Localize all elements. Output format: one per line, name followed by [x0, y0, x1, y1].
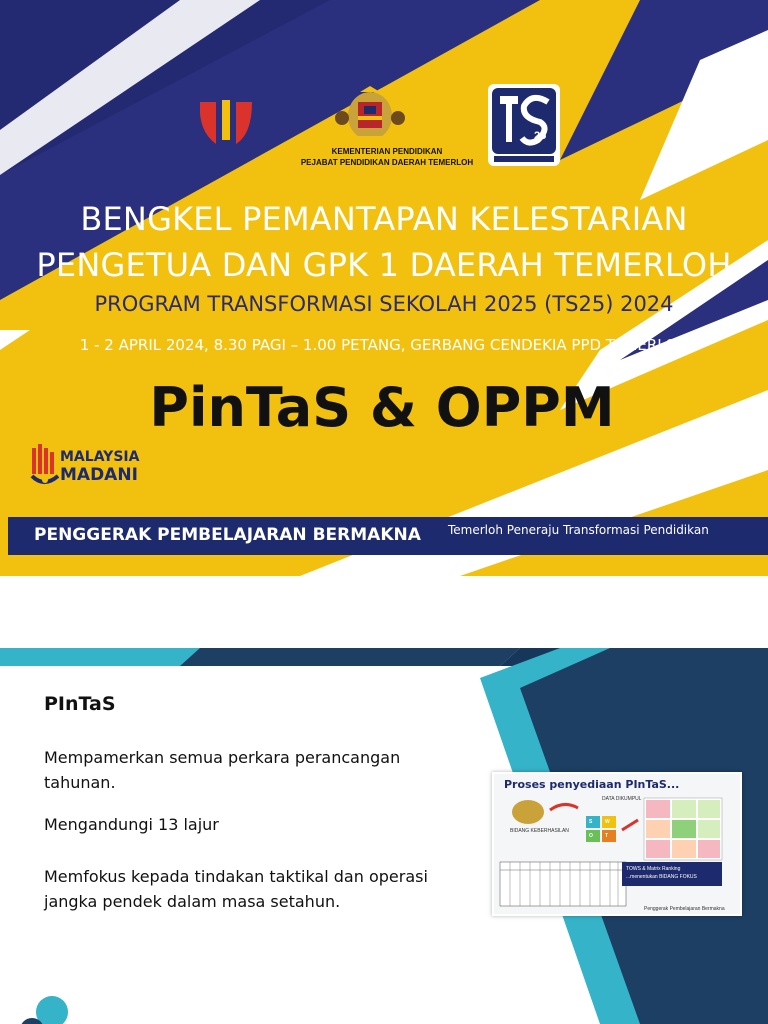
program-subtitle: PROGRAM TRANSFORMASI SEKOLAH 2025 (TS25) 2024 [94, 292, 674, 316]
madani-line-1: MALAYSIA [60, 449, 140, 465]
footer-banner [8, 517, 768, 555]
process-diagram [494, 790, 740, 914]
ts25-logo-icon [488, 84, 560, 166]
coat-of-arms-icon [334, 86, 406, 144]
madani-line-2: MADANI [60, 465, 138, 485]
thumbnail-title: Proses penyediaan PInTaS... [504, 778, 680, 791]
malaysia-madani-logo [30, 442, 160, 488]
ts-crest-logo [192, 84, 258, 162]
ts25-badge-number: 25 [534, 130, 547, 142]
bullet-2: Mengandungi 13 lajur [44, 815, 219, 834]
banner-tagline: PENGGERAK PEMBELAJARAN BERMAKNA [34, 525, 421, 545]
pintas-process-thumbnail [492, 772, 742, 916]
main-title: PinTaS & OPPM [149, 376, 615, 439]
district-office-name: PEJABAT PENDIDIKAN DAERAH TEMERLOH [300, 158, 474, 167]
madani-emblem-icon [30, 442, 60, 488]
thumb-label-bidang: BIDANG KEBERHASILAN [510, 828, 569, 834]
bullet-3: Memfokus kepada tindakan taktikal dan operasi jangka pendek dalam masa setahun. [44, 867, 428, 911]
thumb-tows-line-1: TOWS & Matrix Ranking [626, 866, 681, 872]
thumb-label-data: DATA DIKUMPUL [602, 796, 642, 802]
pintas-slide [0, 648, 768, 1024]
date-venue-line: 1 - 2 APRIL 2024, 8.30 PAGI – 1.00 PETANG, GERBANG CENDEKIA PPD TEMERLOH [79, 336, 689, 354]
swot-w: W [605, 819, 610, 825]
banner-motto: Temerloh Peneraju Transformasi Pendidikan [448, 523, 709, 537]
thumb-footer: Penggerak Pembelajaran Bermakna [644, 906, 725, 912]
ts25-badge [488, 84, 560, 166]
swot-t: T [605, 833, 609, 839]
title-line-2: PENGETUA DAN GPK 1 DAERAH TEMERLOH [36, 246, 732, 284]
slide2-title: PInTaS [44, 693, 116, 715]
swot-o: O [589, 833, 593, 839]
thumb-tows-line-2: ...menentukan BIDANG FOKUS [626, 874, 697, 880]
ministry-name: KEMENTERIAN PENDIDIKAN [331, 147, 443, 156]
title-line-1: BENGKEL PEMANTAPAN KELESTARIAN [80, 200, 688, 238]
bullet-1: Mempamerkan semua perkara perancangan tahunan. [44, 748, 401, 792]
swot-s: S [589, 819, 593, 825]
